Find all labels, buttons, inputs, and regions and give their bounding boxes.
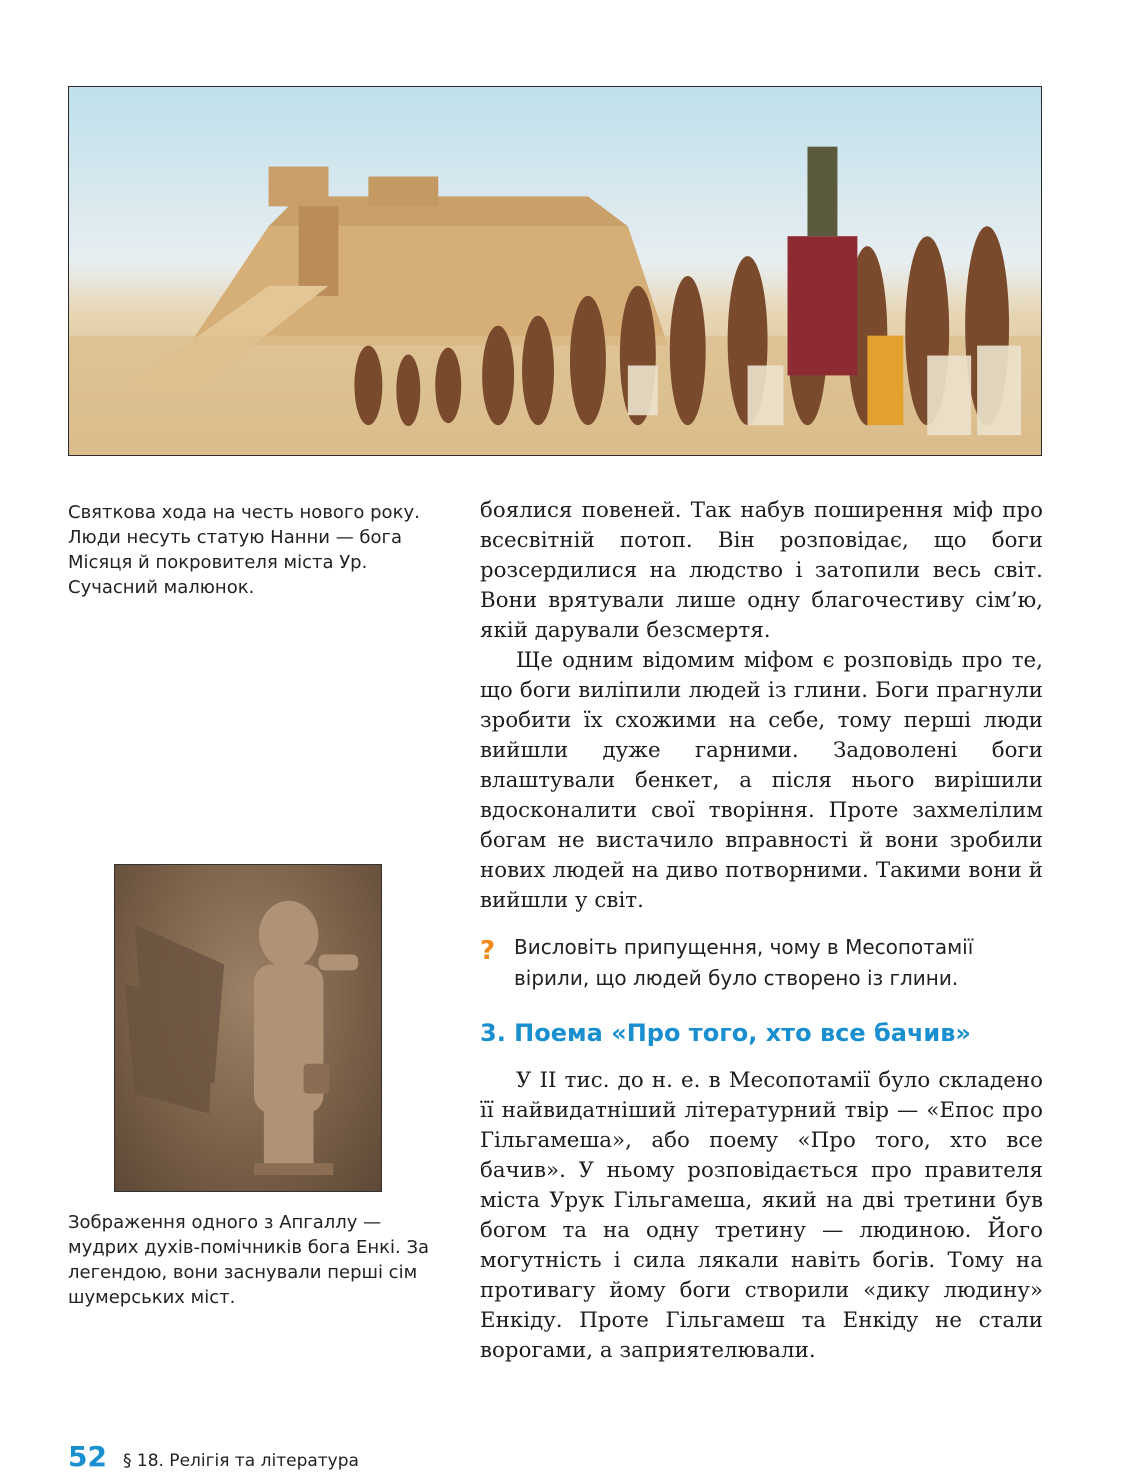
text-column-bottom (480, 1066, 1043, 1366)
text-column-top (480, 496, 1043, 916)
illustration-caption: Святкова хода на честь нового року. Люди несуть статую Нанни — бога Місяця й покровителя міста Ур. Сучасний малюнок. (68, 502, 420, 598)
procession-illustration (68, 86, 1042, 456)
relief-caption: Зображення одного з Апгаллу — мудрих духів-помічників бога Енкі. За легендою, вони заснували перші сім шумерських міст. (68, 1212, 430, 1308)
running-title: § 18. Релігія та література (122, 1451, 359, 1471)
footer-strip (68, 1050, 668, 1090)
question-text: Висловіть припущення, чому в Месопотамії вірили, що людей було створено із глини. (514, 935, 974, 990)
paragraph: боялися повеней. Так набув поширення міф про всесвітній потоп. Він розповідає, що боги розсердилися на людство і затопили весь світ. Вони врятували лише одну благочестиву сім’ю, якій дарували безсмертя. (480, 498, 1043, 643)
page-number: 52 (68, 1440, 107, 1473)
question-mark-icon: ? (480, 936, 496, 966)
paragraph: У ІІ тис. до н. е. в Месопотамії було складено її найвидатніший літературний твір — «Епос про Гільгамеша», або поему «Про того, хто все бачив». У ньому розповідається про правителя міста Урук Гільгамеша, який на дві третини був богом та на одну третину — людиною. Його могутність і сила лякали навіть богів. Тому на противагу йому боги створили «дику людину» Енкіду. Проте Гільгамеш та Енкіду не стали ворогами, а заприятелювали. (480, 1068, 1043, 1363)
page-footer-text (68, 1440, 359, 1473)
section-heading: 3. Поема «Про того, хто все бачив» (480, 1019, 971, 1047)
apkallu-relief-photo (114, 864, 382, 1192)
question-block (480, 932, 1043, 994)
paragraph: Ще одним відомим міфом є розповідь про те, що боги виліпили людей із глини. Боги прагнули зробити їх схожими на себе, тому перші люди вийшли дуже гарними. Задоволені боги влаштували бенкет, а після нього вирішили вдосконалити свої творіння. Проте захмелілим богам не вистачило вправності й вони зробили нових людей на диво потворними. Такими вони й вийшли у світ. (480, 648, 1043, 913)
